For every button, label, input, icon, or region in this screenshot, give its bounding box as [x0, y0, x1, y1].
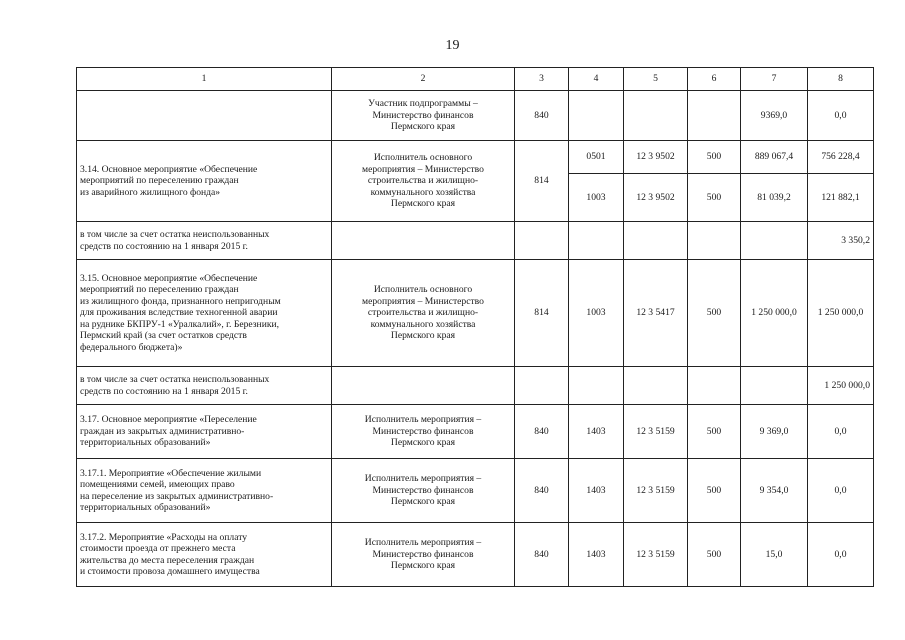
row-code-type: 500	[688, 459, 741, 523]
row-executor	[332, 367, 515, 405]
row-code-type: 500	[688, 405, 741, 459]
row-code-grbs	[515, 222, 569, 260]
row-code-section: 1403	[569, 459, 624, 523]
row-code-type: 500	[688, 523, 741, 587]
row-code-type	[688, 91, 741, 141]
row-code-type: 500	[688, 174, 741, 222]
row-value-col7: 1 250 000,0	[741, 260, 808, 367]
row-code-grbs: 840	[515, 459, 569, 523]
row-executor	[332, 222, 515, 260]
row-code-section	[569, 91, 624, 141]
row-executor: Исполнитель мероприятия – Министерство финансов Пермского края	[332, 405, 515, 459]
table-row	[77, 222, 874, 260]
row-code-grbs: 840	[515, 405, 569, 459]
row-code-section: 1403	[569, 523, 624, 587]
row-code-section	[569, 222, 624, 260]
row-code-grbs: 840	[515, 91, 569, 141]
row-value-col8: 1 250 000,0	[808, 367, 874, 405]
row-value-col8: 0,0	[808, 91, 874, 141]
column-header: 8	[808, 68, 874, 91]
row-value-col8: 0,0	[808, 459, 874, 523]
column-header: 1	[77, 68, 332, 91]
row-code-type	[688, 367, 741, 405]
row-executor: Участник подпрограммы – Министерство финансов Пермского края	[332, 91, 515, 141]
table-row	[77, 459, 874, 523]
row-code-target: 12 3 9502	[624, 174, 688, 222]
row-value-col8: 121 882,1	[808, 174, 874, 222]
row-value-col8: 0,0	[808, 523, 874, 587]
row-description: 3.17. Основное мероприятие «Переселение граждан из закрытых административно- территориальных образований»	[77, 405, 332, 459]
row-code-section: 1003	[569, 260, 624, 367]
row-code-target: 12 3 5159	[624, 523, 688, 587]
row-value-col8: 1 250 000,0	[808, 260, 874, 367]
row-code-target: 12 3 9502	[624, 141, 688, 174]
row-code-section: 1003	[569, 174, 624, 222]
row-value-col7: 15,0	[741, 523, 808, 587]
column-header: 4	[569, 68, 624, 91]
row-description: в том числе за счет остатка неиспользованных средств по состоянию на 1 января 2015 г.	[77, 367, 332, 405]
row-description: 3.17.1. Мероприятие «Обеспечение жилыми помещениями семей, имеющих право на переселение из закрытых административно- территориальных образований»	[77, 459, 332, 523]
column-header-row	[77, 68, 874, 91]
row-value-col7: 889 067,4	[741, 141, 808, 174]
row-code-target: 12 3 5159	[624, 459, 688, 523]
row-value-col7	[741, 367, 808, 405]
column-header: 7	[741, 68, 808, 91]
row-description: 3.15. Основное мероприятие «Обеспечение мероприятий по переселению граждан из жилищного фонда, признанного непригодным для проживания вследствие техногенной аварии на руднике БКПРУ-1 «Уралкалий», г. Березники, Пермский край (за счет остатков средств федерального бюджета)»	[77, 260, 332, 367]
row-value-col8: 0,0	[808, 405, 874, 459]
row-code-grbs: 840	[515, 523, 569, 587]
table-row	[77, 367, 874, 405]
row-executor: Исполнитель мероприятия – Министерство финансов Пермского края	[332, 523, 515, 587]
row-value-col8: 3 350,2	[808, 222, 874, 260]
row-code-target	[624, 91, 688, 141]
row-code-target	[624, 367, 688, 405]
row-code-type	[688, 222, 741, 260]
row-code-section	[569, 367, 624, 405]
row-value-col7: 9369,0	[741, 91, 808, 141]
row-executor: Исполнитель основного мероприятия – Министерство строительства и жилищно- коммунального хозяйства Пермского края	[332, 141, 515, 222]
page-number: 19	[445, 38, 460, 53]
row-value-col8: 756 228,4	[808, 141, 874, 174]
table-row	[77, 523, 874, 587]
table-row	[77, 260, 874, 367]
table-row	[77, 91, 874, 141]
row-executor: Исполнитель основного мероприятия – Министерство строительства и жилищно- коммунального хозяйства Пермского края	[332, 260, 515, 367]
budget-table	[76, 67, 874, 587]
column-header: 3	[515, 68, 569, 91]
row-executor: Исполнитель мероприятия – Министерство финансов Пермского края	[332, 459, 515, 523]
table-row	[77, 405, 874, 459]
row-code-target: 12 3 5417	[624, 260, 688, 367]
row-description: в том числе за счет остатка неиспользованных средств по состоянию на 1 января 2015 г.	[77, 222, 332, 260]
row-description	[77, 91, 332, 141]
row-value-col7: 81 039,2	[741, 174, 808, 222]
row-code-grbs: 814	[515, 260, 569, 367]
row-code-target	[624, 222, 688, 260]
row-code-section: 0501	[569, 141, 624, 174]
row-code-target: 12 3 5159	[624, 405, 688, 459]
row-code-type: 500	[688, 260, 741, 367]
row-description: 3.14. Основное мероприятие «Обеспечение мероприятий по переселению граждан из аварийного жилищного фонда»	[77, 141, 332, 222]
row-code-type: 500	[688, 141, 741, 174]
column-header: 2	[332, 68, 515, 91]
row-value-col7: 9 369,0	[741, 405, 808, 459]
row-description: 3.17.2. Мероприятие «Расходы на оплату стоимости проезда от прежнего места жительства до места переселения граждан и стоимости провоза домашнего имущества	[77, 523, 332, 587]
row-value-col7	[741, 222, 808, 260]
row-code-grbs	[515, 367, 569, 405]
column-header: 6	[688, 68, 741, 91]
row-code-grbs: 814	[515, 141, 569, 222]
column-header: 5	[624, 68, 688, 91]
row-code-section: 1403	[569, 405, 624, 459]
table-row	[77, 141, 874, 174]
row-value-col7: 9 354,0	[741, 459, 808, 523]
